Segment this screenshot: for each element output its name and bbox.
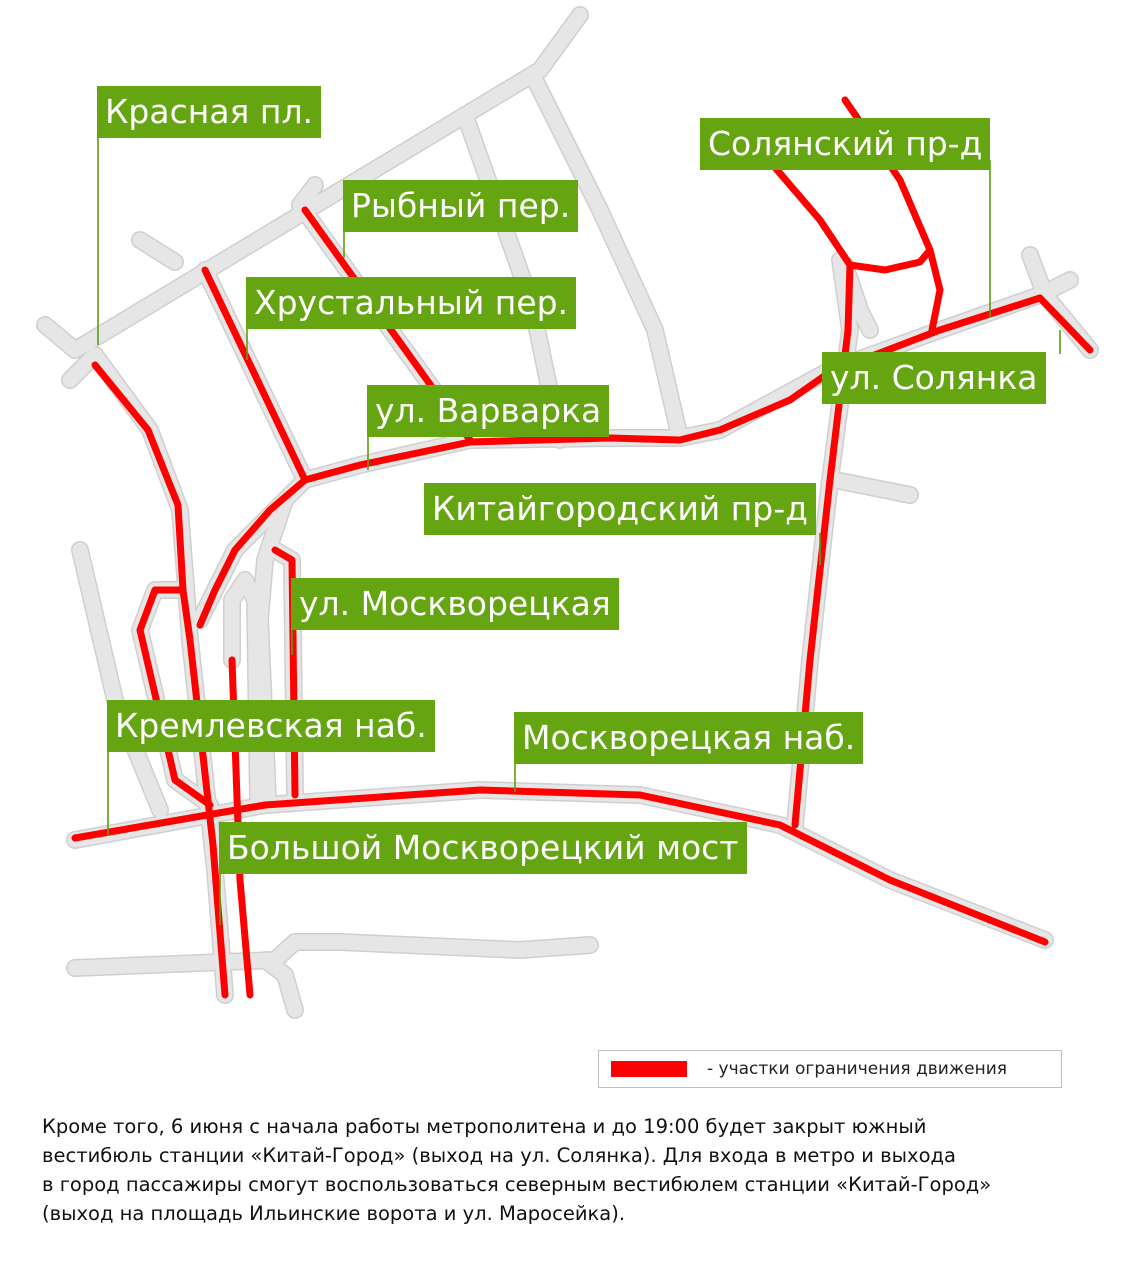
label-kremlevskaya-embankment: Кремлевская наб. <box>107 700 435 752</box>
label-krasnaya-square: Красная пл. <box>97 86 321 138</box>
label-moskvoretskaya-embankment: Москворецкая наб. <box>514 712 863 764</box>
label-khrustalny-lane: Хрустальный пер. <box>246 277 576 329</box>
footnote-line: в город пассажиры смогут воспользоваться северным вестибюлем станции «Китай-Город» <box>42 1173 992 1196</box>
label-varvarka-street: ул. Варварка <box>367 385 609 437</box>
label-solyanka-street: ул. Солянка <box>822 352 1046 404</box>
label-moskvoretskaya-street: ул. Москворецкая <box>291 578 619 630</box>
footnote-line: Кроме того, 6 июня с начала работы метрополитена и до 19:00 будет закрыт южный <box>42 1115 927 1138</box>
footnote <box>42 1112 1042 1228</box>
label-kitaygorodsky-passage: Китайгородский пр-д <box>424 483 816 535</box>
label-solyansky-passage: Солянский пр-д <box>700 118 990 170</box>
label-bolshoy-moskvoretsky-bridge: Большой Москворецкий мост <box>219 822 747 874</box>
label-rybny-lane: Рыбный пер. <box>343 180 578 232</box>
legend-text: - участки ограничения движения <box>707 1059 1008 1079</box>
legend <box>598 1050 1062 1088</box>
legend-red-swatch <box>611 1061 687 1077</box>
footnote-line: вестибюль станции «Китай-Город» (выход на ул. Солянка). Для входа в метро и выхода <box>42 1144 956 1167</box>
footnote-line: (выход на площадь Ильинские ворота и ул. Маросейка). <box>42 1202 626 1225</box>
